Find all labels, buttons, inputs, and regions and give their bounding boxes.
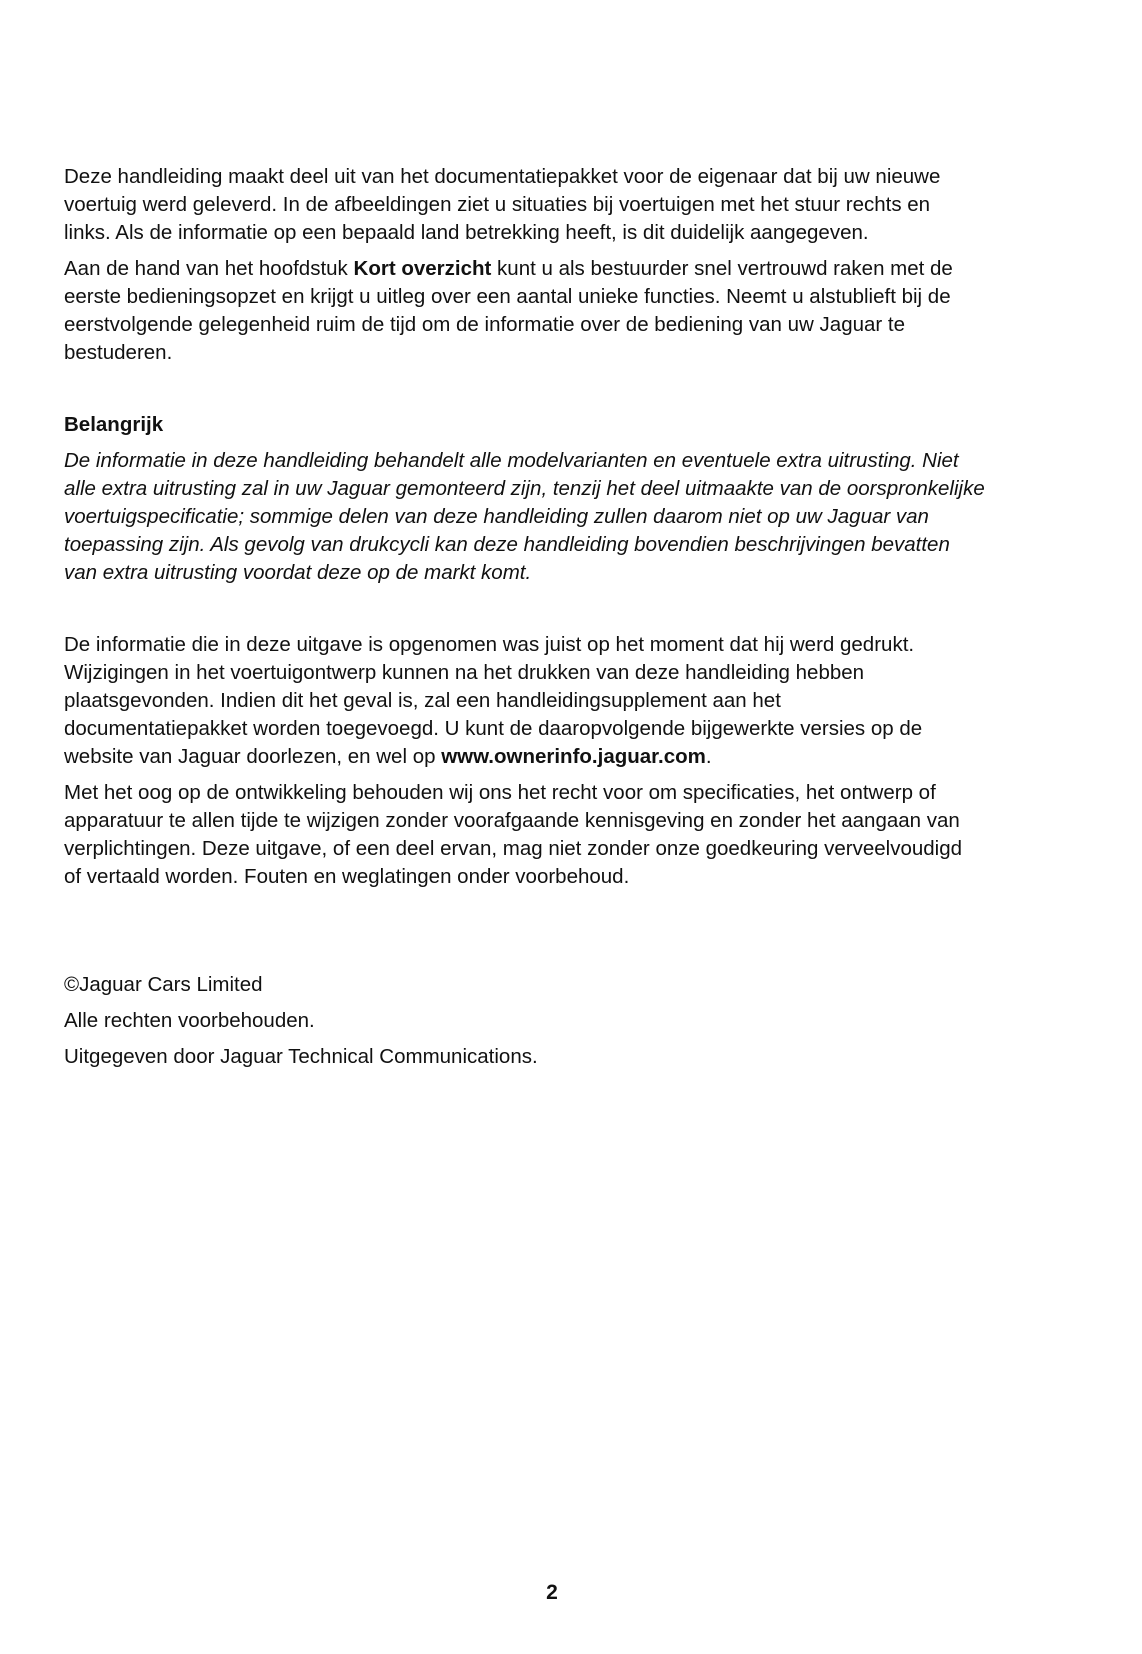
info-section bbox=[64, 631, 1044, 891]
text-line bbox=[64, 255, 1044, 283]
text-fragment: website van Jaguar doorlezen, en wel op bbox=[64, 745, 442, 768]
intro-paragraph-1 bbox=[64, 163, 1044, 247]
document-body bbox=[64, 163, 1044, 891]
text-line: links. Als de informatie op een bepaald land betrekking heeft, is dit duidelijk aangegeven. bbox=[64, 221, 869, 244]
text-fragment: kunt u als bestuurder snel vertrouwd raken met de bbox=[491, 257, 953, 280]
intro-section bbox=[64, 163, 1044, 367]
text-line: De informatie die in deze uitgave is opgenomen was juist op het moment dat hij werd gedrukt. bbox=[64, 633, 915, 656]
copyright-line: ©Jaguar Cars Limited bbox=[64, 973, 263, 996]
text-line: voertuigspecificatie; sommige delen van deze handleiding zullen daarom niet op uw Jaguar van bbox=[64, 505, 929, 528]
text-line: voertuig werd geleverd. In de afbeeldingen ziet u situaties bij voertuigen met het stuur rechts en bbox=[64, 193, 931, 216]
text-line: Met het oog op de ontwikkeling behouden wij ons het recht voor om specificaties, het ontwerp of bbox=[64, 781, 936, 804]
text-line: eerste bedieningsopzet en krijgt u uitleg over een aantal unieke functies. Neemt u alstublieft bij de bbox=[64, 285, 951, 308]
intro-paragraph-2 bbox=[64, 255, 1044, 367]
website-link[interactable]: www.ownerinfo.jaguar.com bbox=[441, 745, 706, 768]
text-line: bestuderen. bbox=[64, 341, 173, 364]
text-line: toepassing zijn. Als gevolg van drukcycli kan deze handleiding bovendien beschrijvingen bevatten bbox=[64, 533, 950, 556]
text-line: documentatiepakket worden toegevoegd. U kunt de daaropvolgende bijgewerkte versies op de bbox=[64, 717, 923, 740]
text-line: eerstvolgende gelegenheid ruim de tijd om de informatie over de bediening van uw Jaguar te bbox=[64, 313, 906, 336]
text-fragment: Aan de hand van het hoofdstuk bbox=[64, 257, 354, 280]
text-line: Wijzigingen in het voertuigontwerp kunnen na het drukken van deze handleiding hebben bbox=[64, 661, 865, 684]
text-line bbox=[64, 743, 1044, 771]
chapter-reference: Kort overzicht bbox=[353, 257, 492, 280]
text-line: alle extra uitrusting zal in uw Jaguar gemonteerd zijn, tenzij het deel uitmaakte van de oorspronkelijke bbox=[64, 477, 985, 500]
text-line: van extra uitrusting voordat deze op de markt komt. bbox=[64, 561, 532, 584]
page-number: 2 bbox=[546, 1581, 558, 1604]
text-line: verplichtingen. Deze uitgave, of een deel ervan, mag niet zonder onze goedkeuring verveelvoudigd bbox=[64, 837, 963, 860]
important-paragraph bbox=[64, 447, 1044, 587]
info-paragraph-4 bbox=[64, 779, 1044, 891]
text-line: Deze handleiding maakt deel uit van het documentatiepakket voor de eigenaar dat bij uw nieuwe bbox=[64, 165, 941, 188]
text-line: apparatuur te allen tijde te wijzigen zonder voorafgaande kennisgeving en zonder het aangaan van bbox=[64, 809, 960, 832]
info-paragraph-3 bbox=[64, 631, 1044, 771]
text-line: plaatsgevonden. Indien dit het geval is, zal een handleidingsupplement aan het bbox=[64, 689, 781, 712]
rights-line: Alle rechten voorbehouden. bbox=[64, 1009, 315, 1032]
important-heading: Belangrijk bbox=[64, 413, 164, 436]
text-line: De informatie in deze handleiding behandelt alle modelvarianten en eventuele extra uitrusting. Niet bbox=[64, 449, 959, 472]
text-fragment: . bbox=[705, 745, 712, 768]
important-section bbox=[64, 411, 1044, 587]
text-line: of vertaald worden. Fouten en weglatingen onder voorbehoud. bbox=[64, 865, 630, 888]
legal-notice bbox=[64, 971, 964, 1079]
publisher-line: Uitgegeven door Jaguar Technical Communications. bbox=[64, 1045, 538, 1068]
